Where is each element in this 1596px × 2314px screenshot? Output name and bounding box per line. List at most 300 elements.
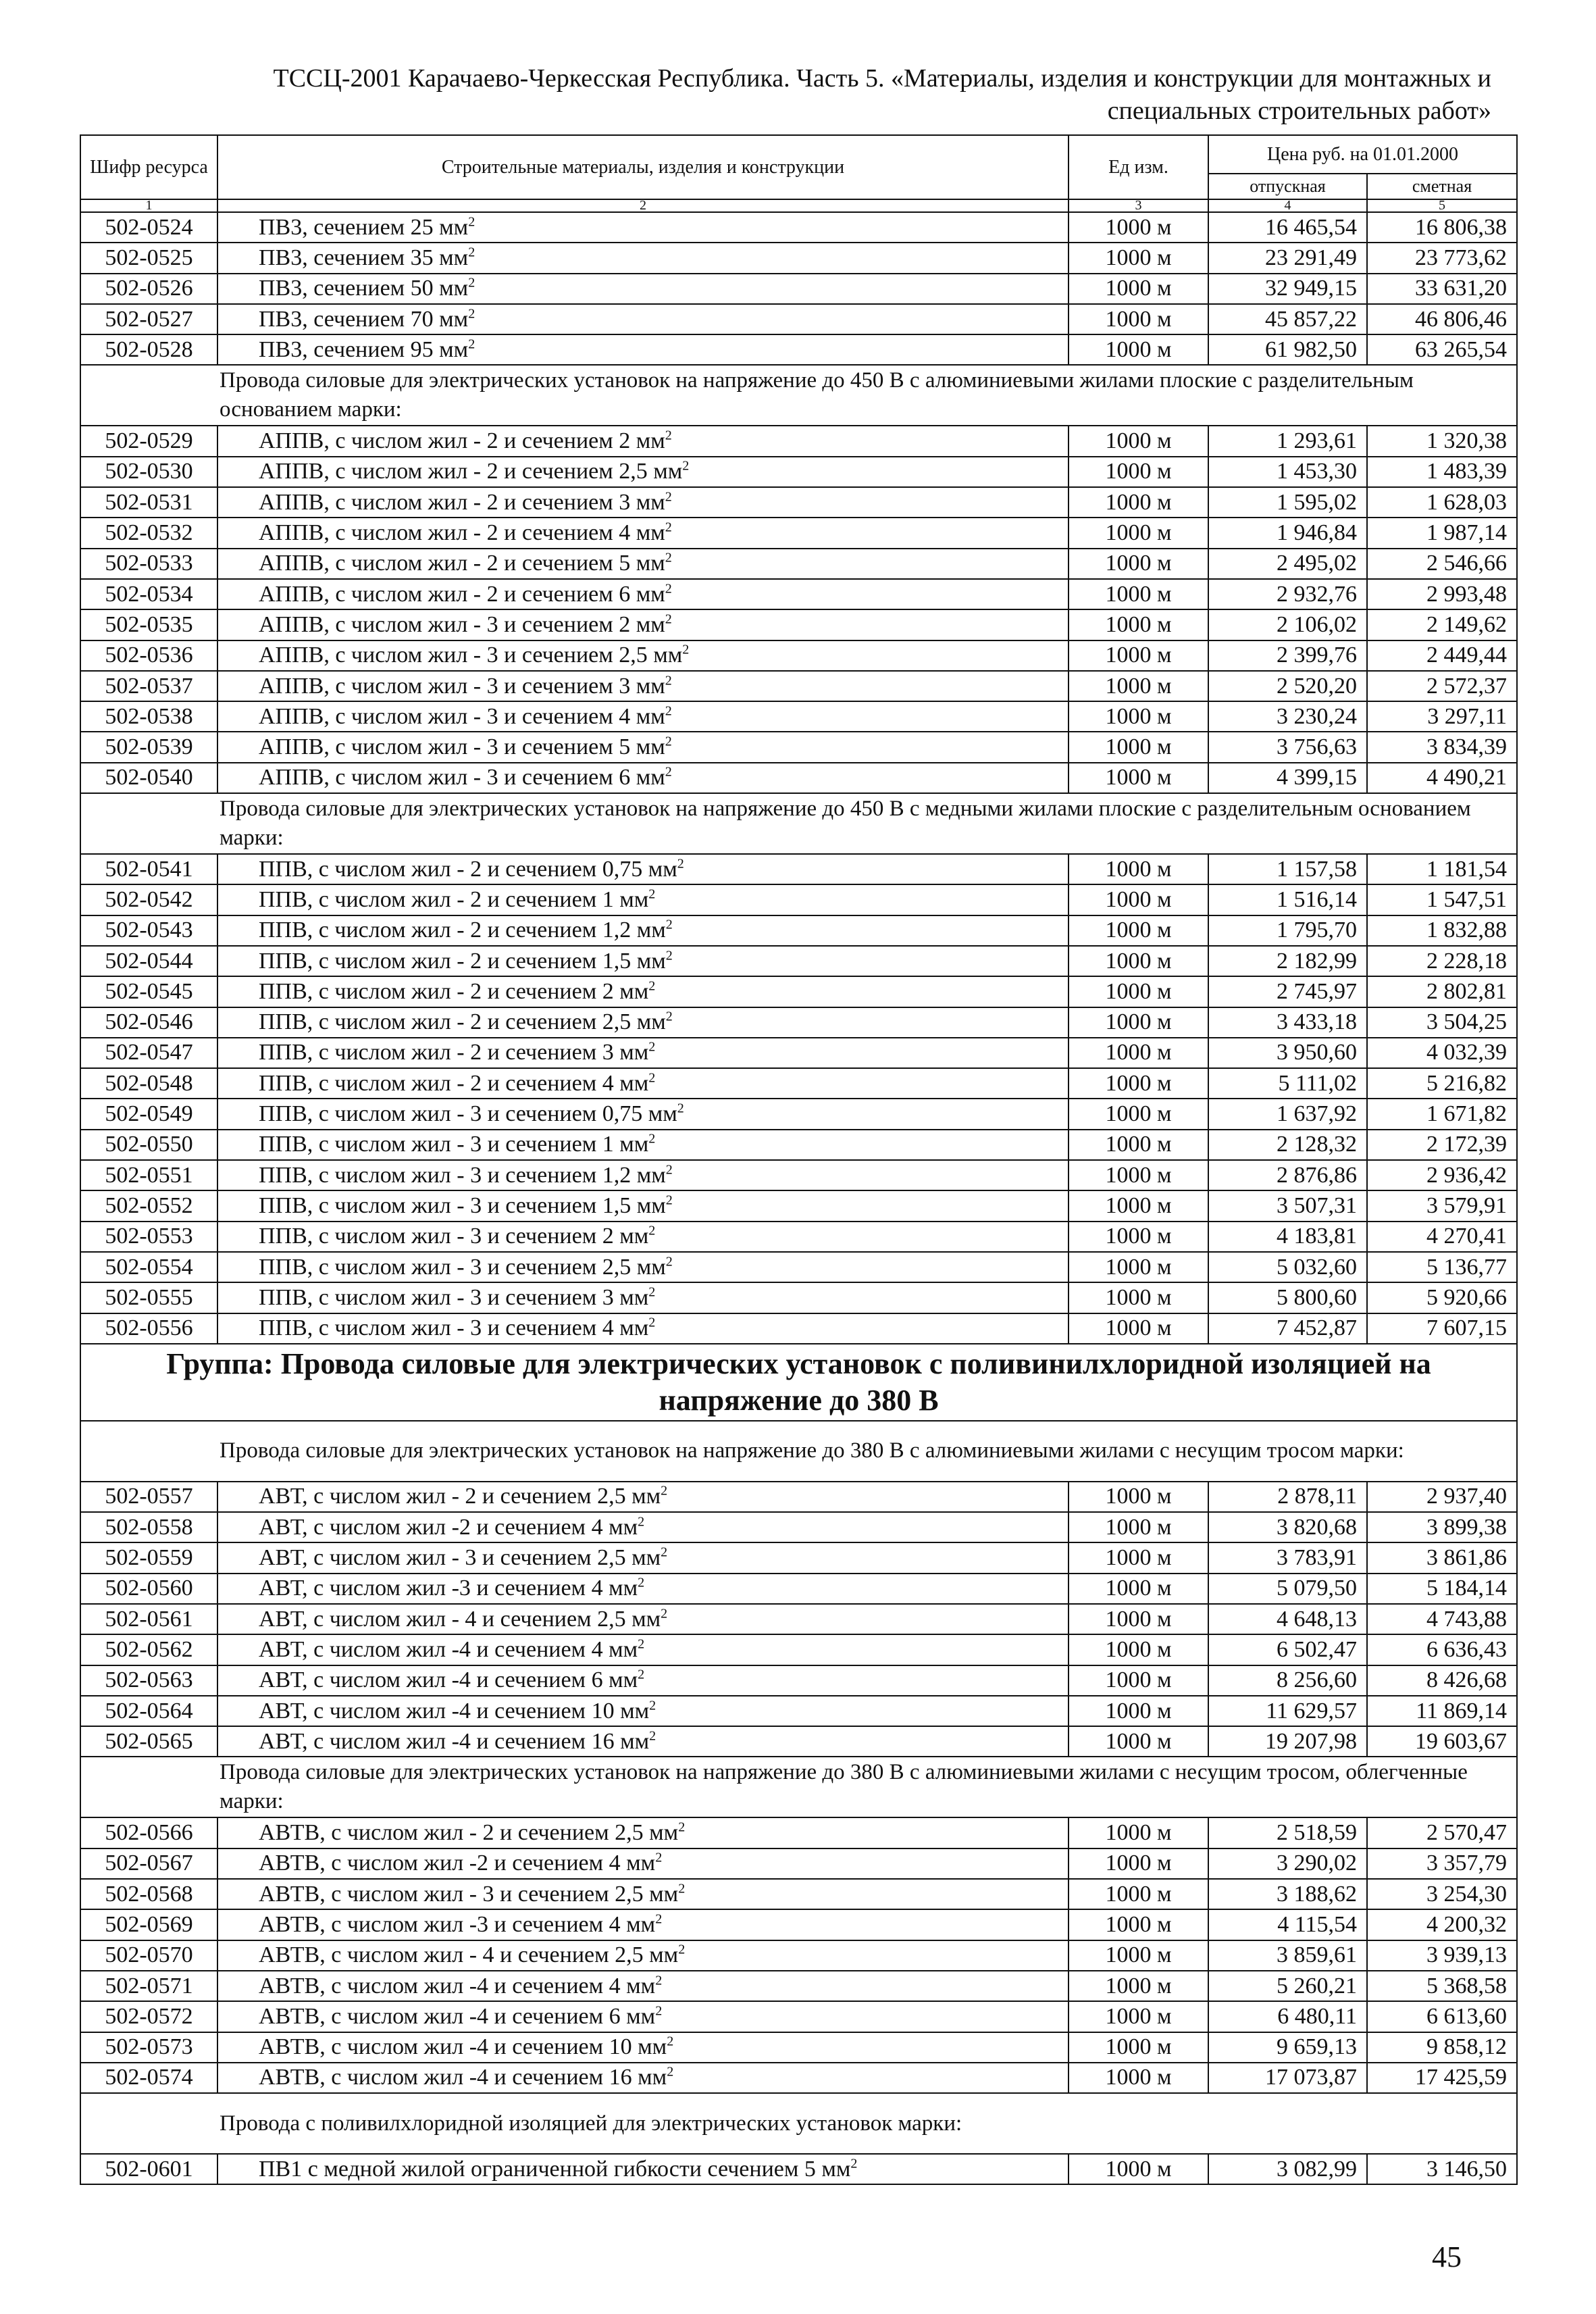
table-row xyxy=(80,334,1517,365)
cell-code-text: 502-0542 xyxy=(105,886,193,912)
cell-release-price xyxy=(1208,2063,1367,2093)
cell-release-price-text: 2 520,20 xyxy=(1277,673,1357,699)
cell-name xyxy=(217,732,1069,762)
group-heading-row xyxy=(80,1344,1517,1421)
cell-code xyxy=(80,1971,217,2001)
cell-estimate-price-text: 3 254,30 xyxy=(1426,1881,1508,1907)
table-row xyxy=(80,304,1517,334)
cell-code-text: 502-0536 xyxy=(105,643,193,668)
col-header-unit: Ед изм. xyxy=(1069,135,1208,199)
cell-code xyxy=(80,1160,217,1190)
table-row xyxy=(80,518,1517,548)
superscript-2: 2 xyxy=(638,1514,645,1530)
cell-name xyxy=(217,1879,1069,1909)
cell-unit xyxy=(1069,1313,1208,1344)
header-line-2: специальных строительных работ» xyxy=(1107,97,1491,125)
cell-name xyxy=(217,1099,1069,1129)
cell-release-price xyxy=(1208,1817,1367,1848)
cell-unit-text: 1000 м xyxy=(1105,276,1172,301)
superscript-2: 2 xyxy=(667,2065,674,2080)
cell-estimate-price-text: 5 184,14 xyxy=(1426,1576,1508,1601)
table-row xyxy=(80,1604,1517,1634)
cell-estimate-price-text: 2 572,37 xyxy=(1426,673,1508,699)
cell-name xyxy=(217,274,1069,304)
cell-estimate-price xyxy=(1367,1190,1517,1221)
cell-unit-text: 1000 м xyxy=(1105,1728,1172,1754)
cell-code xyxy=(80,2063,217,2093)
cell-estimate-price-text: 3 579,91 xyxy=(1426,1192,1508,1218)
cell-code xyxy=(80,1542,217,1573)
superscript-2: 2 xyxy=(468,245,475,260)
cell-estimate-price-text: 6 613,60 xyxy=(1426,2003,1508,2029)
cell-name-text: ППВ, с числом жил - 2 и сечением 1 мм xyxy=(259,886,649,912)
cell-estimate-price-text: 3 357,79 xyxy=(1426,1851,1508,1876)
cell-name-text: ППВ, с числом жил - 3 и сечением 3 мм xyxy=(259,1284,649,1310)
section-heading: Провода силовые для электрических установок на напряжение до 380 В с алюминиевыми жилами с несущим тросом марки: xyxy=(80,1421,1517,1482)
cell-name xyxy=(217,243,1069,273)
cell-name xyxy=(217,1696,1069,1726)
cell-estimate-price-text: 23 773,62 xyxy=(1415,245,1508,270)
cell-release-price-text: 3 188,62 xyxy=(1277,1881,1357,1907)
cell-estimate-price xyxy=(1367,1099,1517,1129)
cell-estimate-price-text: 3 861,86 xyxy=(1426,1545,1508,1571)
cell-estimate-price xyxy=(1367,732,1517,762)
cell-code-text: 502-0570 xyxy=(105,1942,193,1968)
cell-code xyxy=(80,274,217,304)
cell-estimate-price xyxy=(1367,304,1517,334)
cell-code xyxy=(80,1222,217,1252)
cell-estimate-price xyxy=(1367,2032,1517,2063)
cell-estimate-price xyxy=(1367,671,1517,701)
cell-estimate-price-text: 46 806,46 xyxy=(1415,306,1508,332)
document-header xyxy=(73,62,1491,127)
cell-release-price-text: 1 946,84 xyxy=(1277,520,1357,546)
cell-release-price xyxy=(1208,732,1367,762)
table-row xyxy=(80,1726,1517,1757)
cell-code-text: 502-0568 xyxy=(105,1881,193,1907)
cell-code xyxy=(80,518,217,548)
cell-estimate-price-text: 3 834,39 xyxy=(1426,734,1508,760)
cell-unit xyxy=(1069,579,1208,609)
cell-code-text: 502-0566 xyxy=(105,1820,193,1846)
cell-name xyxy=(217,1038,1069,1068)
cell-code-text: 502-0555 xyxy=(105,1284,193,1310)
cell-release-price xyxy=(1208,1190,1367,1221)
cell-release-price-text: 4 648,13 xyxy=(1277,1606,1357,1632)
cell-name xyxy=(217,1971,1069,2001)
cell-release-price-text: 9 659,13 xyxy=(1277,2034,1357,2060)
table-row xyxy=(80,1038,1517,1068)
table-row xyxy=(80,609,1517,640)
superscript-2: 2 xyxy=(682,642,690,657)
cell-unit-text: 1000 м xyxy=(1105,1224,1172,1249)
cell-estimate-price-text: 1 832,88 xyxy=(1426,917,1508,943)
table-row xyxy=(80,1099,1517,1129)
cell-unit-text: 1000 м xyxy=(1105,1667,1172,1693)
cell-name-text: ППВ, с числом жил - 2 и сечением 2,5 мм xyxy=(259,1009,666,1035)
cell-code-text: 502-0534 xyxy=(105,581,193,607)
section-heading: Провода силовые для электрических установок на напряжение до 450 В с алюминиевыми жилами плоские с разделительным основанием марки: xyxy=(80,365,1517,426)
cell-release-price-text: 3 783,91 xyxy=(1277,1545,1357,1571)
cell-estimate-price-text: 2 546,66 xyxy=(1426,551,1508,576)
section-heading: Провода силовые для электрических установок на напряжение до 380 В с алюминиевыми жилами с несущим тросом, облегченные марки: xyxy=(80,1757,1517,1817)
cell-name-text: АППВ, с числом жил - 3 и сечением 2 мм xyxy=(259,611,665,637)
cell-name xyxy=(217,1574,1069,1604)
cell-release-price xyxy=(1208,579,1367,609)
cell-name-text: АВТВ, с числом жил - 2 и сечением 2,5 мм xyxy=(259,1820,679,1846)
cell-estimate-price-text: 17 425,59 xyxy=(1415,2065,1508,2090)
table-body xyxy=(80,212,1517,2184)
cell-unit xyxy=(1069,1971,1208,2001)
cell-release-price xyxy=(1208,274,1367,304)
cell-code-text: 502-0567 xyxy=(105,1851,193,1876)
cell-code-text: 502-0546 xyxy=(105,1009,193,1035)
cell-code xyxy=(80,1190,217,1221)
cell-unit xyxy=(1069,1726,1208,1757)
table-row xyxy=(80,1542,1517,1573)
cell-unit-text: 1000 м xyxy=(1105,1698,1172,1724)
section-heading-row xyxy=(80,793,1517,854)
cell-estimate-price xyxy=(1367,1068,1517,1099)
cell-release-price-text: 1 795,70 xyxy=(1277,917,1357,943)
table-row xyxy=(80,1512,1517,1542)
cell-code-text: 502-0561 xyxy=(105,1606,193,1632)
cell-unit-text: 1000 м xyxy=(1105,245,1172,270)
cell-code-text: 502-0541 xyxy=(105,856,193,882)
cell-estimate-price xyxy=(1367,1940,1517,1971)
cell-code-text: 502-0560 xyxy=(105,1576,193,1601)
superscript-2: 2 xyxy=(655,2003,663,2019)
table-row xyxy=(80,579,1517,609)
col-header-release: отпускная xyxy=(1208,174,1367,199)
cell-unit-text: 1000 м xyxy=(1105,1514,1172,1540)
cell-name-text: АППВ, с числом жил - 2 и сечением 2 мм xyxy=(259,428,665,454)
cell-name-text: АВТ, с числом жил - 2 и сечением 2,5 мм xyxy=(259,1484,661,1509)
cell-name xyxy=(217,2154,1069,2184)
superscript-2: 2 xyxy=(661,1484,668,1499)
cell-unit xyxy=(1069,946,1208,976)
cell-code xyxy=(80,763,217,793)
cell-unit-text: 1000 м xyxy=(1105,1851,1172,1876)
cell-unit-text: 1000 м xyxy=(1105,1942,1172,1968)
cell-code-text: 502-0535 xyxy=(105,611,193,637)
col-number-1: 1 xyxy=(80,199,217,212)
cell-code-text: 502-0537 xyxy=(105,673,193,699)
cell-estimate-price xyxy=(1367,1971,1517,2001)
cell-estimate-price-text: 16 806,38 xyxy=(1415,214,1508,240)
cell-code xyxy=(80,549,217,579)
cell-name-text: АППВ, с числом жил - 3 и сечением 4 мм xyxy=(259,703,665,729)
cell-unit xyxy=(1069,1879,1208,1909)
cell-release-price xyxy=(1208,854,1367,884)
table-row xyxy=(80,243,1517,273)
cell-release-price xyxy=(1208,304,1367,334)
cell-release-price xyxy=(1208,1068,1367,1099)
cell-estimate-price-text: 4 490,21 xyxy=(1426,765,1508,790)
cell-unit-text: 1000 м xyxy=(1105,1545,1172,1571)
cell-code-text: 502-0539 xyxy=(105,734,193,760)
cell-release-price xyxy=(1208,1160,1367,1190)
cell-unit xyxy=(1069,1512,1208,1542)
cell-release-price xyxy=(1208,1879,1367,1909)
cell-unit-text: 1000 м xyxy=(1105,2034,1172,2060)
cell-unit-text: 1000 м xyxy=(1105,2156,1172,2182)
cell-unit xyxy=(1069,671,1208,701)
cell-code xyxy=(80,1604,217,1634)
cell-name-text: ПВ3, сечением 70 мм xyxy=(259,306,469,332)
table-row xyxy=(80,1696,1517,1726)
cell-unit-text: 1000 м xyxy=(1105,489,1172,515)
cell-unit xyxy=(1069,1252,1208,1282)
cell-code xyxy=(80,304,217,334)
table-row xyxy=(80,274,1517,304)
table-row xyxy=(80,884,1517,915)
cell-unit xyxy=(1069,426,1208,456)
page-number: 45 xyxy=(1432,2240,1462,2273)
cell-name-text: АВТ, с числом жил -4 и сечением 16 мм xyxy=(259,1728,650,1754)
cell-estimate-price-text: 3 297,11 xyxy=(1427,703,1508,729)
superscript-2: 2 xyxy=(665,428,672,443)
superscript-2: 2 xyxy=(648,1070,656,1086)
cell-unit-text: 1000 м xyxy=(1105,643,1172,668)
cell-unit-text: 1000 м xyxy=(1105,520,1172,546)
cell-name-text: ППВ, с числом жил - 3 и сечением 1 мм xyxy=(259,1132,649,1157)
cell-unit xyxy=(1069,640,1208,671)
cell-name xyxy=(217,1282,1069,1313)
cell-name-text: АВТ, с числом жил -2 и сечением 4 мм xyxy=(259,1514,638,1540)
cell-unit xyxy=(1069,334,1208,365)
cell-release-price-text: 1 637,92 xyxy=(1277,1101,1357,1127)
cell-unit-text: 1000 м xyxy=(1105,1132,1172,1157)
cell-unit xyxy=(1069,1038,1208,1068)
cell-unit xyxy=(1069,1482,1208,1512)
cell-release-price xyxy=(1208,426,1367,456)
cell-unit-text: 1000 м xyxy=(1105,1040,1172,1065)
cell-estimate-price xyxy=(1367,1313,1517,1344)
cell-unit-text: 1000 м xyxy=(1105,1254,1172,1280)
cell-estimate-price xyxy=(1367,426,1517,456)
cell-name-text: ППВ, с числом жил - 3 и сечением 2,5 мм xyxy=(259,1254,666,1280)
cell-code-text: 502-0524 xyxy=(105,214,193,240)
cell-unit-text: 1000 м xyxy=(1105,2065,1172,2090)
cell-unit xyxy=(1069,1940,1208,1971)
cell-unit-text: 1000 м xyxy=(1105,1484,1172,1509)
table-row xyxy=(80,1130,1517,1160)
section-heading-row xyxy=(80,1757,1517,1817)
cell-name-text: АВТ, с числом жил - 4 и сечением 2,5 мм xyxy=(259,1606,661,1632)
cell-unit xyxy=(1069,1574,1208,1604)
cell-code xyxy=(80,1848,217,1879)
cell-estimate-price-text: 2 993,48 xyxy=(1426,581,1508,607)
cell-unit-text: 1000 м xyxy=(1105,673,1172,699)
cell-name xyxy=(217,1160,1069,1190)
cell-estimate-price xyxy=(1367,1007,1517,1038)
cell-estimate-price-text: 4 743,88 xyxy=(1426,1606,1508,1632)
cell-name-text: АВТ, с числом жил -4 и сечением 6 мм xyxy=(259,1667,638,1693)
cell-unit xyxy=(1069,701,1208,732)
cell-unit xyxy=(1069,1007,1208,1038)
cell-name-text: АППВ, с числом жил - 3 и сечением 2,5 мм xyxy=(259,643,683,668)
cell-name xyxy=(217,2032,1069,2063)
cell-name xyxy=(217,1634,1069,1665)
cell-name xyxy=(217,946,1069,976)
cell-estimate-price xyxy=(1367,487,1517,518)
cell-unit xyxy=(1069,457,1208,487)
cell-estimate-price-text: 4 200,32 xyxy=(1426,1912,1508,1937)
cell-estimate-price-text: 2 172,39 xyxy=(1426,1132,1508,1157)
superscript-2: 2 xyxy=(665,703,672,719)
cell-code-text: 502-0601 xyxy=(105,2156,193,2182)
cell-unit-text: 1000 м xyxy=(1105,2003,1172,2029)
cell-unit xyxy=(1069,2154,1208,2184)
table-row xyxy=(80,976,1517,1007)
superscript-2: 2 xyxy=(648,1284,656,1300)
cell-name xyxy=(217,1007,1069,1038)
superscript-2: 2 xyxy=(649,1698,657,1713)
cell-estimate-price-text: 1 628,03 xyxy=(1426,489,1508,515)
cell-release-price xyxy=(1208,1940,1367,1971)
cell-estimate-price-text: 5 920,66 xyxy=(1426,1284,1508,1310)
cell-release-price-text: 19 207,98 xyxy=(1265,1728,1357,1754)
cell-release-price-text: 3 230,24 xyxy=(1277,703,1357,729)
table-row xyxy=(80,1634,1517,1665)
cell-estimate-price xyxy=(1367,2063,1517,2093)
cell-unit-text: 1000 м xyxy=(1105,1284,1172,1310)
cell-release-price xyxy=(1208,212,1367,243)
cell-estimate-price xyxy=(1367,457,1517,487)
cell-estimate-price-text: 5 136,77 xyxy=(1426,1254,1508,1280)
superscript-2: 2 xyxy=(665,489,672,505)
cell-name xyxy=(217,1222,1069,1252)
cell-name xyxy=(217,457,1069,487)
cell-release-price-text: 11 629,57 xyxy=(1266,1698,1357,1724)
cell-estimate-price xyxy=(1367,1696,1517,1726)
cell-estimate-price-text: 33 631,20 xyxy=(1415,276,1508,301)
cell-release-price-text: 2 518,59 xyxy=(1277,1820,1357,1846)
cell-name-text: ПВ1 с медной жилой ограниченной гибкости сечением 5 мм xyxy=(259,2156,851,2182)
cell-name-text: ПВ3, сечением 50 мм xyxy=(259,276,469,301)
superscript-2: 2 xyxy=(655,1851,663,1866)
cell-name xyxy=(217,1542,1069,1573)
cell-release-price xyxy=(1208,640,1367,671)
cell-release-price-text: 2 745,97 xyxy=(1277,978,1357,1004)
cell-release-price-text: 3 950,60 xyxy=(1277,1040,1357,1065)
cell-release-price-text: 5 032,60 xyxy=(1277,1254,1357,1280)
cell-name xyxy=(217,2001,1069,2032)
table-row xyxy=(80,1252,1517,1282)
cell-name xyxy=(217,549,1069,579)
cell-unit-text: 1000 м xyxy=(1105,886,1172,912)
cell-estimate-price xyxy=(1367,1574,1517,1604)
table-row xyxy=(80,212,1517,243)
superscript-2: 2 xyxy=(677,856,684,872)
cell-code-text: 502-0558 xyxy=(105,1514,193,1540)
cell-release-price-text: 2 878,11 xyxy=(1277,1484,1357,1509)
cell-release-price xyxy=(1208,2032,1367,2063)
superscript-2: 2 xyxy=(661,1544,668,1560)
cell-release-price-text: 5 260,21 xyxy=(1277,1973,1357,1998)
cell-unit-text: 1000 м xyxy=(1105,1606,1172,1632)
cell-estimate-price xyxy=(1367,1634,1517,1665)
table-row xyxy=(80,1817,1517,1848)
cell-unit-text: 1000 м xyxy=(1105,1070,1172,1096)
cell-estimate-price-text: 1 671,82 xyxy=(1426,1101,1508,1127)
cell-estimate-price-text: 5 368,58 xyxy=(1426,1973,1508,1998)
cell-name xyxy=(217,1130,1069,1160)
cell-unit xyxy=(1069,609,1208,640)
cell-name-text: АВТВ, с числом жил -2 и сечением 4 мм xyxy=(259,1851,656,1876)
cell-unit xyxy=(1069,549,1208,579)
cell-estimate-price xyxy=(1367,1726,1517,1757)
cell-unit-text: 1000 м xyxy=(1105,428,1172,454)
cell-release-price-text: 4 183,81 xyxy=(1277,1224,1357,1249)
table-row xyxy=(80,701,1517,732)
cell-release-price-text: 5 800,60 xyxy=(1277,1284,1357,1310)
cell-name-text: АВТ, с числом жил - 3 и сечением 2,5 мм xyxy=(259,1545,661,1571)
col-header-estimate: сметная xyxy=(1367,174,1517,199)
table-row xyxy=(80,487,1517,518)
cell-unit xyxy=(1069,518,1208,548)
superscript-2: 2 xyxy=(665,1162,673,1178)
superscript-2: 2 xyxy=(678,1942,686,1957)
superscript-2: 2 xyxy=(648,1040,656,1055)
cell-name-text: АВТВ, с числом жил - 3 и сечением 2,5 мм xyxy=(259,1881,679,1907)
cell-unit xyxy=(1069,763,1208,793)
cell-code-text: 502-0557 xyxy=(105,1484,193,1509)
cell-estimate-price-text: 63 265,54 xyxy=(1415,336,1508,362)
col-number-5: 5 xyxy=(1367,199,1517,212)
cell-release-price-text: 3 820,68 xyxy=(1277,1514,1357,1540)
superscript-2: 2 xyxy=(638,1636,645,1652)
cell-code-text: 502-0544 xyxy=(105,948,193,974)
cell-release-price-text: 2 106,02 xyxy=(1277,611,1357,637)
cell-name xyxy=(217,854,1069,884)
cell-release-price xyxy=(1208,1038,1367,1068)
cell-estimate-price xyxy=(1367,549,1517,579)
superscript-2: 2 xyxy=(677,1101,684,1116)
cell-name-text: АППВ, с числом жил - 3 и сечением 5 мм xyxy=(259,734,665,760)
cell-release-price-text: 17 073,87 xyxy=(1265,2065,1357,2090)
cell-name xyxy=(217,304,1069,334)
cell-unit xyxy=(1069,1848,1208,1879)
cell-name xyxy=(217,1726,1069,1757)
cell-name xyxy=(217,487,1069,518)
cell-estimate-price xyxy=(1367,884,1517,915)
superscript-2: 2 xyxy=(678,1819,686,1835)
cell-name xyxy=(217,976,1069,1007)
cell-estimate-price-text: 2 936,42 xyxy=(1426,1162,1508,1188)
cell-unit-text: 1000 м xyxy=(1105,336,1172,362)
cell-unit-text: 1000 м xyxy=(1105,1912,1172,1937)
cell-unit-text: 1000 м xyxy=(1105,1636,1172,1662)
cell-name-text: ППВ, с числом жил - 3 и сечением 2 мм xyxy=(259,1224,649,1249)
cell-unit xyxy=(1069,1160,1208,1190)
section-heading: Провода с поливилхлоридной изоляцией для электрических установок марки: xyxy=(80,2093,1517,2154)
cell-name-text: АППВ, с числом жил - 2 и сечением 2,5 мм xyxy=(259,459,683,484)
cell-unit xyxy=(1069,487,1208,518)
cell-release-price xyxy=(1208,243,1367,273)
superscript-2: 2 xyxy=(648,1223,656,1238)
cell-estimate-price-text: 3 899,38 xyxy=(1426,1514,1508,1540)
cell-code-text: 502-0538 xyxy=(105,703,193,729)
table-row xyxy=(80,1848,1517,1879)
superscript-2: 2 xyxy=(665,611,672,627)
cell-estimate-price xyxy=(1367,1665,1517,1696)
cell-code xyxy=(80,732,217,762)
cell-name-text: ППВ, с числом жил - 3 и сечением 1,2 мм xyxy=(259,1162,666,1188)
cell-name-text: АППВ, с числом жил - 3 и сечением 3 мм xyxy=(259,673,665,699)
cell-name xyxy=(217,1848,1069,1879)
